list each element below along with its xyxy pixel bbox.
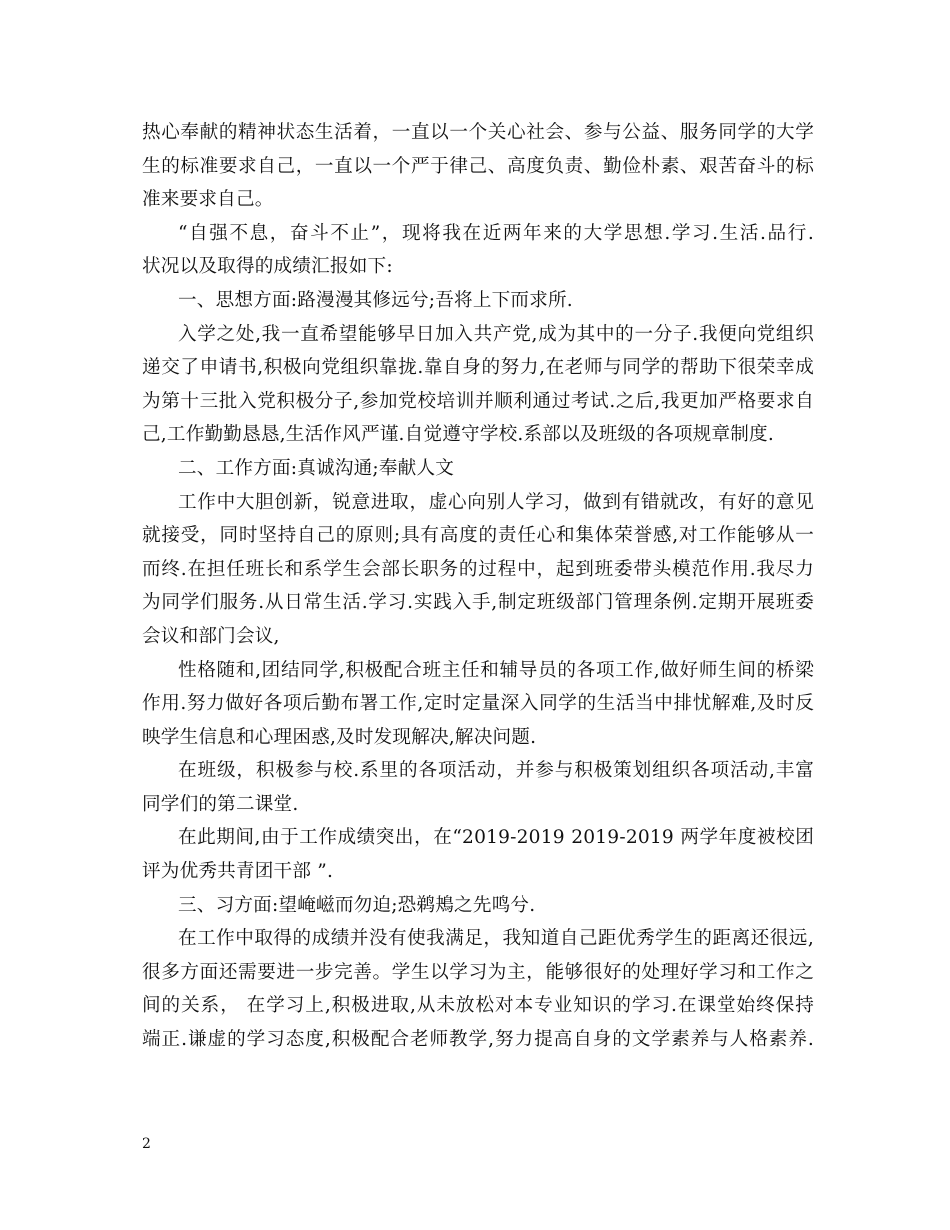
text-line: 间的关系， 在学习上,积极进取,从未放松对本专业知识的学习.在课堂始终保持 (142, 995, 814, 1017)
text-line: 端正.谦虚的学习态度,积极配合老师教学,努力提高自身的文学素养与人格素养. (142, 1029, 814, 1051)
text-line: 准来要求自己。 (142, 189, 274, 211)
text-line: 作用.努力做好各项后勤布署工作,定时定量深入同学的生活当中排忧解难,及时反 (142, 693, 814, 715)
text-line: 为同学们服务.从日常生活.学习.实践入手,制定班级部门管理条例.定期开展班委 (142, 592, 814, 614)
text-line: 入学之处,我一直希望能够早日加入共产党,成为其中的一分子.我便向党组织 (178, 323, 814, 345)
document-body (142, 116, 814, 1057)
text-line: 同学们的第二课堂. (142, 793, 299, 815)
text-line: 映学生信息和心理困惑,及时发现解决,解决问题. (142, 726, 537, 748)
section-heading: 二、工作方面:真诚沟通;奉献人文 (178, 457, 455, 479)
text-line: 就接受，同时坚持自己的原则;具有高度的责任心和集体荣誉感,对工作能够从一 (142, 525, 814, 547)
text-line: 在此期间,由于工作成绩突出，在“2019-2019 2019-2019 两学年度被校团 (178, 827, 814, 849)
section-heading: 三、习方面:望崦嵫而勿迫;恐鹈鴂之先鸣兮. (178, 894, 536, 916)
text-line: 而终.在担任班长和系学生会部长职务的过程中，起到班委带头模范作用.我尽力 (142, 558, 814, 580)
text-line: 评为优秀共青团干部 ”. (142, 861, 334, 883)
section-heading: 一、思想方面:路漫漫其修远兮;吾将上下而求所. (178, 289, 573, 311)
text-line: 热心奉献的精神状态生活着，一直以一个关心社会、参与公益、服务同学的大学 (142, 122, 814, 143)
text-line: 状况以及取得的成绩汇报如下: (142, 256, 393, 278)
text-line: 递交了申请书,积极向党组织靠拢.靠自身的努力,在老师与同学的帮助下很荣幸成 (142, 357, 814, 379)
text-line: “自强不息，奋斗不止”，现将我在近两年来的大学思想.学习.生活.品行. (178, 222, 814, 244)
text-line: 为第十三批入党积极分子,参加党校培训并顺利通过考试.之后,我更加严格要求自 (142, 390, 814, 412)
text-line: 在工作中取得的成绩并没有使我满足，我知道自己距优秀学生的距离还很远, (178, 928, 814, 950)
text-line: 生的标准要求自己，一直以一个严于律己、高度负责、勤俭朴素、艰苦奋斗的标 (142, 155, 814, 177)
text-line: 会议和部门会议, (142, 625, 280, 647)
page-number: 2 (142, 1136, 151, 1152)
text-line: 很多方面还需要进一步完善。学生以学习为主，能够很好的处理好学习和工作之 (142, 961, 814, 983)
text-line: 性格随和,团结同学,积极配合班主任和辅导员的各项工作,做好师生间的桥梁 (178, 659, 814, 681)
text-line: 己,工作勤勤恳恳,生活作风严谨.自觉遵守学校.系部以及班级的各项规章制度. (142, 424, 774, 446)
text-line: 工作中大胆创新，锐意进取，虚心向别人学习，做到有错就改，有好的意见 (178, 491, 814, 513)
text-line: 在班级，积极参与校.系里的各项活动，并参与积极策划组织各项活动,丰富 (178, 760, 814, 782)
